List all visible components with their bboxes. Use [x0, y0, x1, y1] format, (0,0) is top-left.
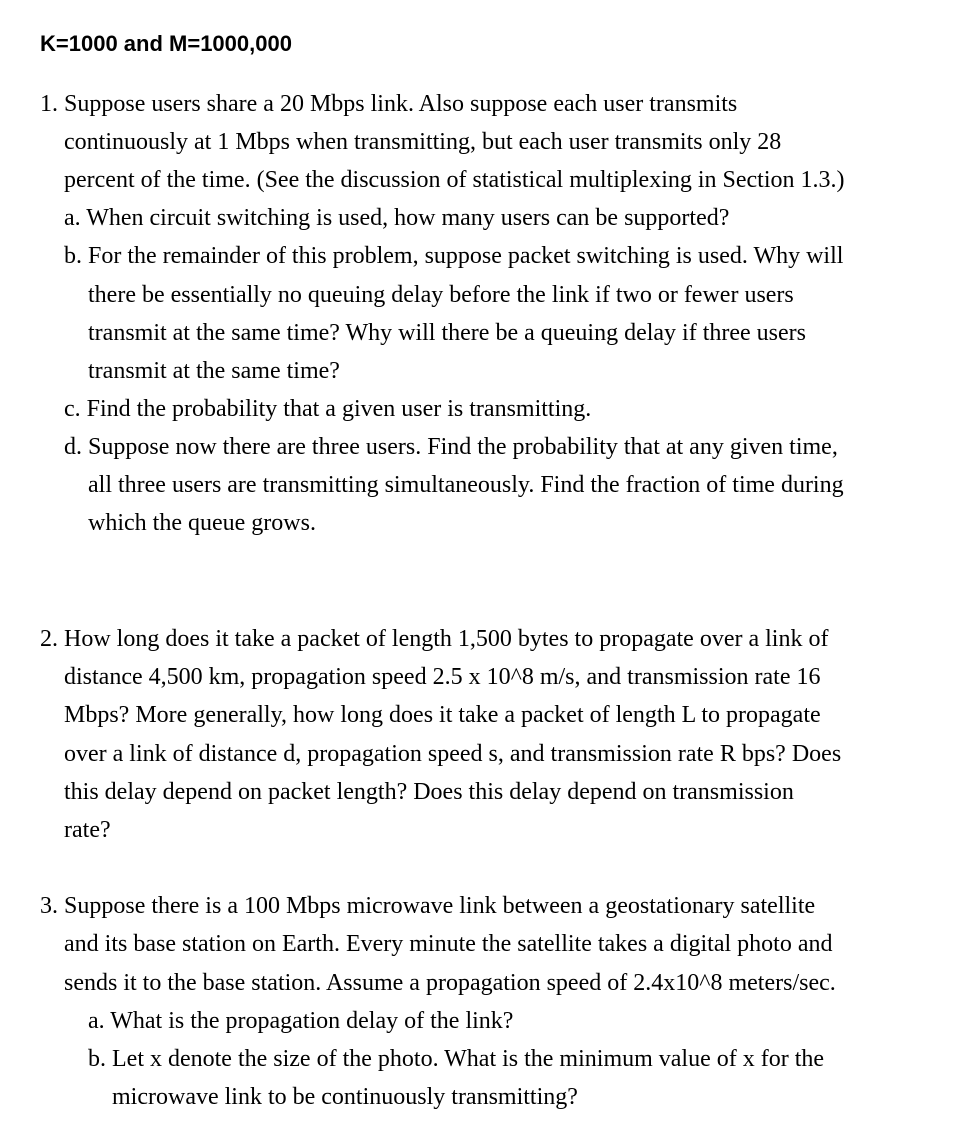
- question-3b-line-1: b. Let x denote the size of the photo. What is the minimum value of x for the: [88, 1046, 825, 1072]
- question-1b-line-2: there be essentially no queuing delay before the link if two or fewer users: [88, 282, 794, 308]
- question-2-line-2: distance 4,500 km, propagation speed 2.5 x 10^8 m/s, and transmission rate 16: [64, 664, 821, 690]
- question-3-line-3: sends it to the base station. Assume a propagation speed of 2.4x10^8 meters/sec.: [64, 970, 836, 996]
- question-2-line-5: this delay depend on packet length? Does this delay depend on transmission: [64, 779, 794, 805]
- question-3-line-1: 3. Suppose there is a 100 Mbps microwave link between a geostationary satellite: [40, 893, 816, 919]
- question-1d-line-3: which the queue grows.: [88, 510, 316, 536]
- question-1b-line-3: transmit at the same time? Why will there be a queuing delay if three users: [88, 320, 806, 346]
- question-1c: c. Find the probability that a given user is transmitting.: [64, 396, 592, 422]
- question-1-line-1: 1. Suppose users share a 20 Mbps link. Also suppose each user transmits: [40, 91, 738, 117]
- question-3b-line-2: microwave link to be continuously transmitting?: [112, 1084, 578, 1110]
- question-1d-line-2: all three users are transmitting simultaneously. Find the fraction of time during: [88, 472, 844, 498]
- question-3-line-2: and its base station on Earth. Every minute the satellite takes a digital photo and: [64, 931, 833, 957]
- question-1a: a. When circuit switching is used, how many users can be supported?: [64, 205, 730, 231]
- question-1b-line-4: transmit at the same time?: [88, 358, 340, 384]
- question-1-line-2: continuously at 1 Mbps when transmitting, but each user transmits only 28: [64, 129, 782, 155]
- question-2-line-4: over a link of distance d, propagation speed s, and transmission rate R bps? Does: [64, 741, 842, 767]
- question-1d-line-1: d. Suppose now there are three users. Find the probability that at any given time,: [64, 434, 838, 460]
- page-heading: K=1000 and M=1000,000: [40, 31, 292, 56]
- question-2-line-3: Mbps? More generally, how long does it take a packet of length L to propagate: [64, 702, 821, 728]
- question-2-line-6: rate?: [64, 817, 111, 843]
- question-1-line-3: percent of the time. (See the discussion of statistical multiplexing in Section 1.3.): [64, 167, 845, 193]
- question-1b-line-1: b. For the remainder of this problem, suppose packet switching is used. Why will: [64, 243, 844, 269]
- question-2-line-1: 2. How long does it take a packet of length 1,500 bytes to propagate over a link of: [40, 626, 829, 652]
- question-3a: a. What is the propagation delay of the link?: [88, 1008, 514, 1034]
